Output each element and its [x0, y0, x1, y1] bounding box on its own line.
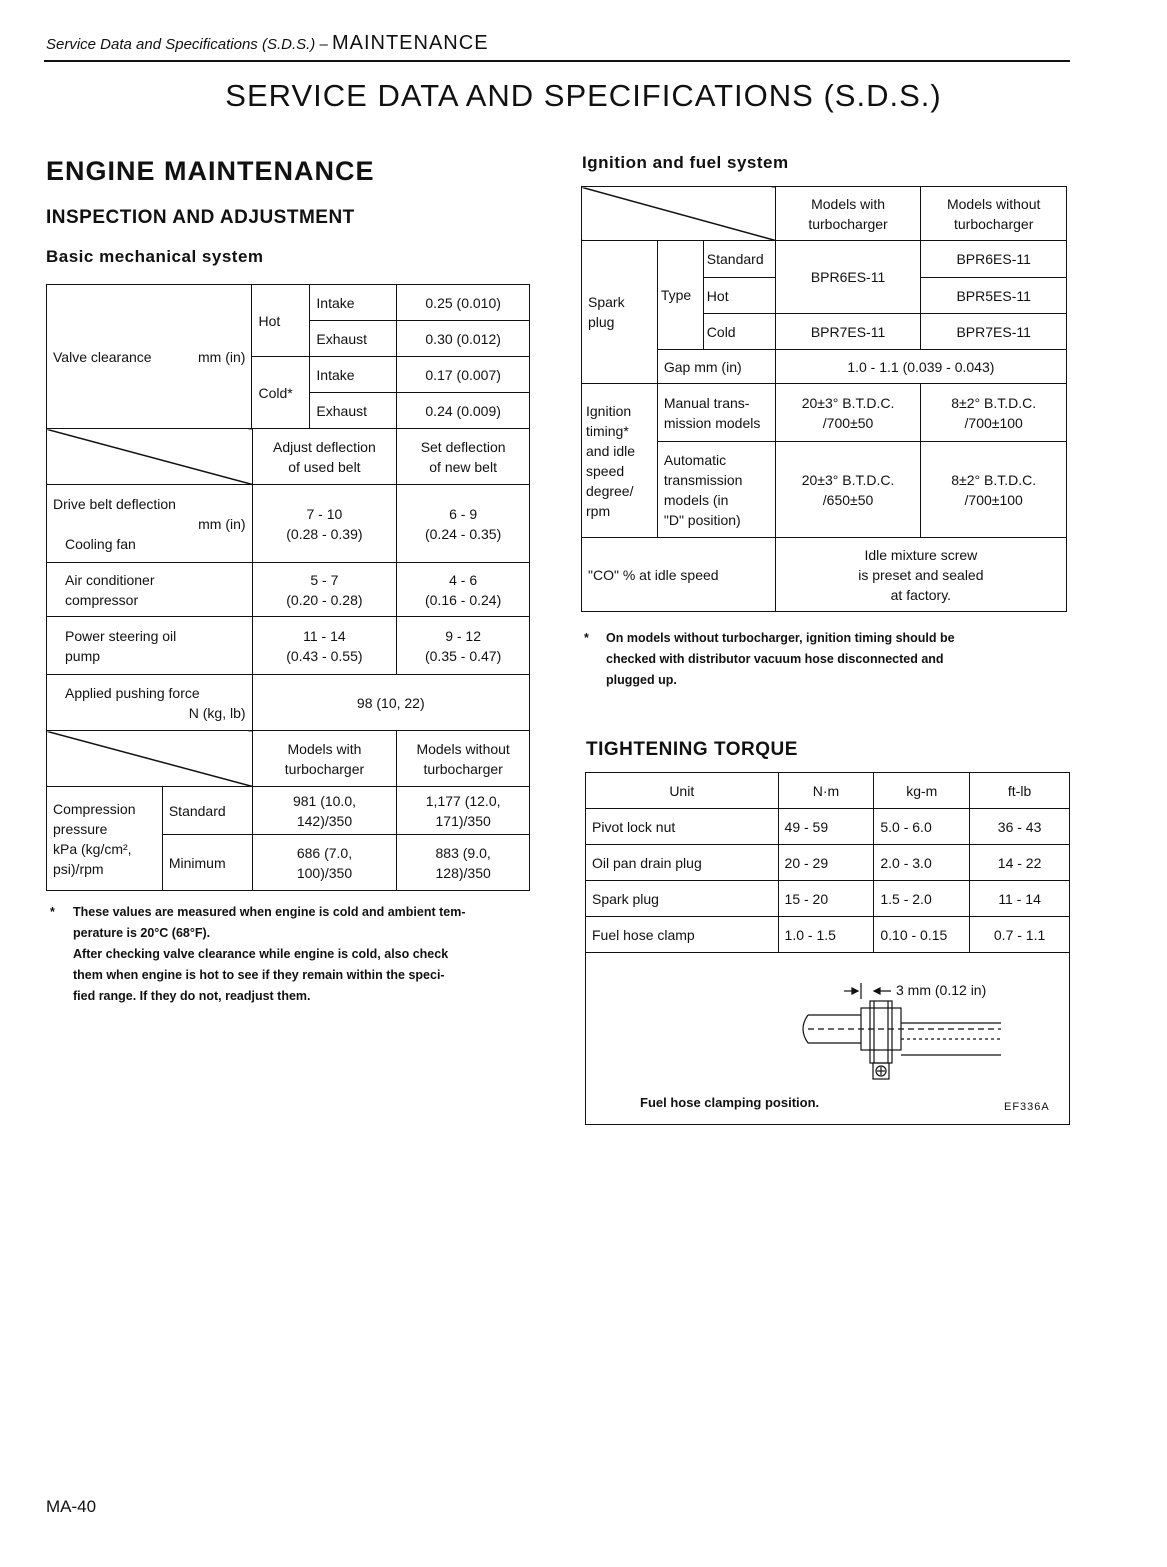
- compression-label: [47, 787, 163, 891]
- torque-item: Fuel hose clamp: [586, 917, 779, 953]
- pushing-force-line1: Applied pushing force: [65, 684, 200, 701]
- figure-caption: Fuel hose clamping position.: [640, 1095, 820, 1110]
- co-label: "CO" % at idle speed: [582, 538, 776, 612]
- co-value-line1: Idle mixture screw: [864, 546, 978, 563]
- cooling-fan-new: [397, 485, 530, 563]
- compression-label-line2: pressure: [53, 820, 108, 837]
- min-with-line1: 686 (7.0,: [296, 844, 353, 861]
- ignition-header-diagonal: [582, 187, 776, 241]
- torque-nm: 20 - 29: [778, 845, 874, 881]
- gap-value: 1.0 - 1.1 (0.039 - 0.043): [775, 350, 1066, 384]
- co-value-line2: is preset and sealed: [858, 566, 984, 583]
- cold-exhaust-value: 0.24 (0.009): [397, 393, 530, 429]
- auto-without-turbo-timing: [921, 442, 1067, 538]
- ignition-without-turbo-header: [921, 187, 1067, 241]
- used-belt-header-line1: Adjust deflection: [273, 438, 376, 455]
- compression-without-turbo-header: [397, 731, 530, 787]
- power-steering-label: [47, 617, 253, 675]
- ignition-note-line2: checked with distributor vacuum hose disconnected and: [606, 652, 944, 666]
- power-steering-used: [252, 617, 397, 675]
- ignition-note-line3: plugged up.: [606, 673, 677, 687]
- cooling-fan-new-mm: 6 - 9: [449, 505, 478, 522]
- without-turbo-cold-plug: BPR7ES-11: [921, 314, 1067, 350]
- auto-with-line1: 20±3° B.T.D.C.: [801, 471, 895, 488]
- valve-clearance-unit: mm (in): [198, 348, 246, 365]
- ignition-note: [584, 628, 1054, 691]
- power-steering-line1: Power steering oil: [65, 627, 177, 644]
- header-rule: [44, 60, 1070, 62]
- torque-kgm: 5.0 - 6.0: [874, 809, 970, 845]
- hot-intake-label: Intake: [310, 285, 397, 321]
- auto-trans-label: [657, 442, 775, 538]
- valve-note-line4: them when engine is hot to see if they remain within the speci-: [73, 968, 445, 982]
- power-steering-new: [397, 617, 530, 675]
- fuel-hose-figure: [585, 953, 1070, 1125]
- torque-ftlb: 11 - 14: [970, 881, 1070, 917]
- min-without-line1: 883 (9.0,: [435, 844, 491, 861]
- pushing-force-label: [47, 675, 253, 731]
- air-conditioner-new-in: (0.16 - 0.24): [424, 591, 502, 608]
- air-conditioner-line1: Air conditioner: [65, 571, 155, 588]
- drive-belt-table: [46, 428, 530, 731]
- power-steering-used-mm: 11 - 14: [303, 627, 346, 644]
- compression-standard-label: Standard: [162, 787, 252, 835]
- note-asterisk: *: [50, 905, 55, 919]
- min-with-line2: 100)/350: [296, 864, 353, 881]
- with-turbo-cold-plug: BPR7ES-11: [775, 314, 921, 350]
- valve-clearance-table: [46, 284, 530, 429]
- compression-standard-without: [397, 787, 530, 835]
- timing-line6: rpm: [586, 502, 611, 519]
- air-conditioner-new: [397, 563, 530, 617]
- valve-note-line5: fied range. If they do not, readjust them.: [73, 989, 311, 1003]
- with-turbo-standard-hot-plug: BPR6ES-11: [775, 241, 921, 314]
- auto-without-line2: /700±100: [964, 491, 1023, 508]
- torque-ftlb: 36 - 43: [970, 809, 1070, 845]
- cooling-fan-label: Cooling fan: [65, 535, 136, 552]
- compression-label-line1: Compression: [53, 800, 136, 817]
- spark-plug-line2: plug: [588, 314, 615, 330]
- cooling-fan-used-mm: 7 - 10: [306, 505, 343, 522]
- drive-belt-unit: mm (in): [198, 515, 246, 532]
- air-conditioner-label: [47, 563, 253, 617]
- timing-label: [582, 384, 658, 538]
- page-number: MA-40: [46, 1497, 97, 1516]
- cooling-fan-used-in: (0.28 - 0.39): [286, 525, 363, 542]
- compression-label-line3: kPa (kg/cm²,: [53, 840, 132, 857]
- auto-trans-line1: Automatic: [663, 451, 727, 468]
- pushing-force-unit: N (kg, lb): [188, 704, 246, 721]
- tightening-torque-heading: TIGHTENING TORQUE: [586, 739, 798, 760]
- torque-item: Oil pan drain plug: [586, 845, 779, 881]
- power-steering-new-mm: 9 - 12: [445, 627, 482, 644]
- torque-header-unit: Unit: [586, 773, 779, 809]
- pushing-force-value: 98 (10, 22): [252, 675, 529, 731]
- ignition-with-turbo-header: [775, 187, 921, 241]
- torque-ftlb: 0.7 - 1.1: [970, 917, 1070, 953]
- figure-code: EF336A: [1004, 1101, 1050, 1113]
- compression-without-header-line2: turbocharger: [423, 760, 503, 777]
- new-belt-header-line1: Set deflection: [420, 438, 506, 455]
- min-without-line2: 128)/350: [435, 864, 491, 881]
- auto-with-turbo-timing: [775, 442, 921, 538]
- table-row: [586, 809, 1070, 845]
- ign-with-header-line2: turbocharger: [808, 215, 888, 232]
- compression-minimum-label: Minimum: [162, 835, 252, 891]
- timing-line5: degree/: [586, 482, 634, 499]
- air-conditioner-used-mm: 5 - 7: [310, 571, 339, 588]
- compression-with-header-line2: turbocharger: [284, 760, 365, 777]
- compression-with-turbo-header: [252, 731, 397, 787]
- valve-note-line3: After checking valve clearance while engine is cold, also check: [73, 947, 449, 961]
- torque-table: [585, 772, 1070, 953]
- gap-label: Gap mm (in): [657, 350, 775, 384]
- cold-plug-label: Cold: [703, 314, 775, 350]
- header-section: Service Data and Specifications (S.D.S.) –: [46, 36, 328, 53]
- auto-trans-line3: models (in: [663, 491, 729, 508]
- ignition-fuel-heading: Ignition and fuel system: [582, 153, 789, 172]
- new-belt-header: [397, 429, 530, 485]
- table-row: [586, 881, 1070, 917]
- table-row: [586, 845, 1070, 881]
- torque-ftlb: 14 - 22: [970, 845, 1070, 881]
- compression-header-diagonal: [47, 731, 253, 787]
- torque-item: Pivot lock nut: [586, 809, 779, 845]
- spark-plug-line1: Spark: [588, 294, 625, 310]
- hot-label: Hot: [252, 285, 310, 357]
- manual-trans-label: [657, 384, 775, 442]
- clamp-dimension-label: 3 mm (0.12 in): [896, 982, 987, 998]
- page-title: SERVICE DATA AND SPECIFICATIONS (S.D.S.): [225, 78, 942, 113]
- air-conditioner-used-in: (0.20 - 0.28): [286, 591, 363, 608]
- compression-minimum-without: [397, 835, 530, 891]
- manual-without-line2: /700±100: [964, 414, 1023, 431]
- spark-plug-label: [582, 241, 658, 384]
- drive-belt-label: Drive belt deflection: [53, 495, 176, 512]
- torque-header-ftlb: ft-lb: [970, 773, 1070, 809]
- cold-exhaust-label: Exhaust: [310, 393, 397, 429]
- compression-label-line4: psi)/rpm: [53, 860, 104, 877]
- auto-trans-line2: transmission: [663, 471, 743, 488]
- compression-minimum-with: [252, 835, 397, 891]
- air-conditioner-used: [252, 563, 397, 617]
- cold-intake-value: 0.17 (0.007): [397, 357, 530, 393]
- without-turbo-standard-plug: BPR6ES-11: [921, 241, 1067, 278]
- standard-label: Standard: [703, 241, 775, 278]
- cold-intake-label: Intake: [310, 357, 397, 393]
- hot-exhaust-value: 0.30 (0.012): [397, 321, 530, 357]
- manual-without-turbo-timing: [921, 384, 1067, 442]
- valve-note: [50, 902, 540, 1007]
- auto-trans-line4: "D" position): [663, 511, 741, 528]
- timing-line2: timing*: [586, 422, 629, 439]
- hot-plug-label: Hot: [703, 278, 775, 314]
- torque-nm: 1.0 - 1.5: [778, 917, 874, 953]
- valve-note-line1: These values are measured when engine is cold and ambient tem-: [73, 905, 466, 919]
- cooling-fan-new-in: (0.24 - 0.35): [424, 525, 502, 542]
- manual-trans-line1: Manual trans-: [663, 394, 750, 411]
- timing-line1: Ignition: [586, 402, 632, 419]
- power-steering-used-in: (0.43 - 0.55): [286, 647, 363, 664]
- cooling-fan-label-cell: [47, 485, 253, 563]
- ign-without-header-line1: Models without: [946, 195, 1041, 212]
- cooling-fan-used: [252, 485, 397, 563]
- ign-without-header-line2: turbocharger: [953, 215, 1034, 232]
- ignition-note-line1: On models without turbocharger, ignition timing should be: [606, 631, 955, 645]
- manual-without-line1: 8±2° B.T.D.C.: [951, 394, 1037, 411]
- compression-table: [46, 730, 530, 891]
- torque-kgm: 1.5 - 2.0: [874, 881, 970, 917]
- std-without-line1: 1,177 (12.0,: [425, 792, 501, 809]
- used-belt-header-line2: of used belt: [288, 458, 361, 475]
- basic-mechanical-heading: Basic mechanical system: [46, 247, 264, 266]
- compression-standard-with: [252, 787, 397, 835]
- manual-trans-line2: mission models: [663, 414, 761, 431]
- torque-header-nm: N·m: [778, 773, 874, 809]
- ignition-note-asterisk: *: [584, 631, 589, 645]
- type-label: Type: [657, 241, 703, 350]
- air-conditioner-line2: compressor: [65, 591, 139, 608]
- new-belt-header-line2: of new belt: [429, 458, 497, 475]
- torque-kgm: 0.10 - 0.15: [874, 917, 970, 953]
- manual-with-line2: /700±50: [822, 414, 874, 431]
- std-with-line2: 142)/350: [296, 812, 353, 829]
- valve-note-line2: perature is 20°C (68°F).: [73, 926, 211, 940]
- std-without-line2: 171)/350: [435, 812, 491, 829]
- valve-clearance-label: Valve clearance: [53, 348, 152, 365]
- hot-intake-value: 0.25 (0.010): [397, 285, 530, 321]
- engine-maintenance-heading: ENGINE MAINTENANCE: [46, 156, 375, 186]
- compression-with-header-line1: Models with: [287, 740, 362, 757]
- torque-header-kgm: kg-m: [874, 773, 970, 809]
- power-steering-new-in: (0.35 - 0.47): [424, 647, 502, 664]
- std-with-line1: 981 (10.0,: [292, 792, 357, 809]
- valve-clearance-label-cell: [47, 285, 252, 429]
- manual-with-line1: 20±3° B.T.D.C.: [801, 394, 895, 411]
- belt-header-diagonal: [47, 429, 253, 485]
- torque-nm: 49 - 59: [778, 809, 874, 845]
- timing-line4: speed: [586, 462, 625, 479]
- torque-kgm: 2.0 - 3.0: [874, 845, 970, 881]
- torque-item: Spark plug: [586, 881, 779, 917]
- co-value-line3: at factory.: [890, 586, 952, 603]
- power-steering-line2: pump: [65, 647, 101, 664]
- air-conditioner-new-mm: 4 - 6: [449, 571, 478, 588]
- manual-with-turbo-timing: [775, 384, 921, 442]
- compression-without-header-line1: Models without: [416, 740, 510, 757]
- without-turbo-hot-plug: BPR5ES-11: [921, 278, 1067, 314]
- auto-with-line2: /650±50: [822, 491, 874, 508]
- auto-without-line1: 8±2° B.T.D.C.: [951, 471, 1037, 488]
- co-value: [775, 538, 1066, 612]
- table-row: [586, 917, 1070, 953]
- cold-label: Cold*: [252, 357, 310, 429]
- running-header: [46, 32, 489, 55]
- timing-line3: and idle: [586, 442, 636, 459]
- hot-exhaust-label: Exhaust: [310, 321, 397, 357]
- torque-nm: 15 - 20: [778, 881, 874, 917]
- header-chapter: MAINTENANCE: [331, 32, 489, 54]
- used-belt-header: [252, 429, 397, 485]
- ignition-table: [581, 186, 1067, 612]
- ign-with-header-line1: Models with: [811, 195, 885, 212]
- inspection-heading: INSPECTION AND ADJUSTMENT: [46, 207, 355, 228]
